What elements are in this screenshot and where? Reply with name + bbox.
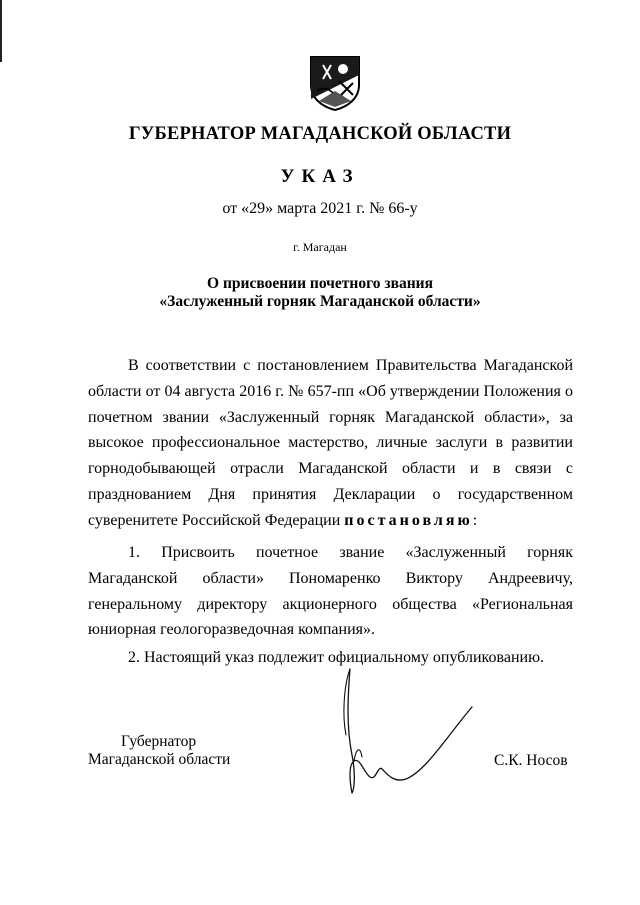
subject-line-2: «Заслуженный горняк Магаданской области» xyxy=(159,293,481,310)
handwritten-signature-icon xyxy=(330,665,480,800)
decree-item-1 xyxy=(88,540,573,643)
signatory-position-line-1: Губернатор xyxy=(121,733,197,750)
margin-binding-line xyxy=(0,0,2,62)
signatory-position xyxy=(88,733,230,768)
document-type: УКАЗ xyxy=(280,166,360,187)
preamble-paragraph xyxy=(88,353,573,534)
preamble-text: В соответствии с постановлением Правительства Магаданской области от 04 августа 2016 г. № 657-пп «Об утверждении Положения о почетном звании «Заслуженный горняк Магаданской области», за высокое профессиональное мастерство, личные заслуги в развитии горнодобывающей отрасли Магаданской области и в связи с празднованием Дня принятия Декларации о государственном суверенитете Российской Федерации xyxy=(88,357,573,529)
issuing-authority: ГУБЕРНАТОР МАГАДАНСКОЙ ОБЛАСТИ xyxy=(128,124,512,144)
magadan-region-coat-of-arms-icon xyxy=(309,55,361,111)
document-place: г. Магадан xyxy=(293,240,347,254)
decree-item-1-text: 1. Присвоить почетное звание «Заслуженный горняк Магаданской области» Пономаренко Виктору Андреевичу, генеральному директору акционерного общества «Региональная юниорная геологоразведочная компания». xyxy=(88,544,573,639)
decree-colon: : xyxy=(472,511,478,529)
decree-item-2-text: 2. Настоящий указ подлежит официальному опубликованию. xyxy=(128,649,545,666)
subject-line-1: О присвоении почетного звания xyxy=(207,275,433,292)
signatory-position-line-2: Магаданской области xyxy=(88,750,231,768)
decree-word: постановляю xyxy=(344,511,473,529)
document-date-number: от «29» марта 2021 г. № 66-у xyxy=(222,200,418,217)
document-subject xyxy=(0,275,640,311)
signatory-name: С.К. Носов xyxy=(494,752,568,769)
